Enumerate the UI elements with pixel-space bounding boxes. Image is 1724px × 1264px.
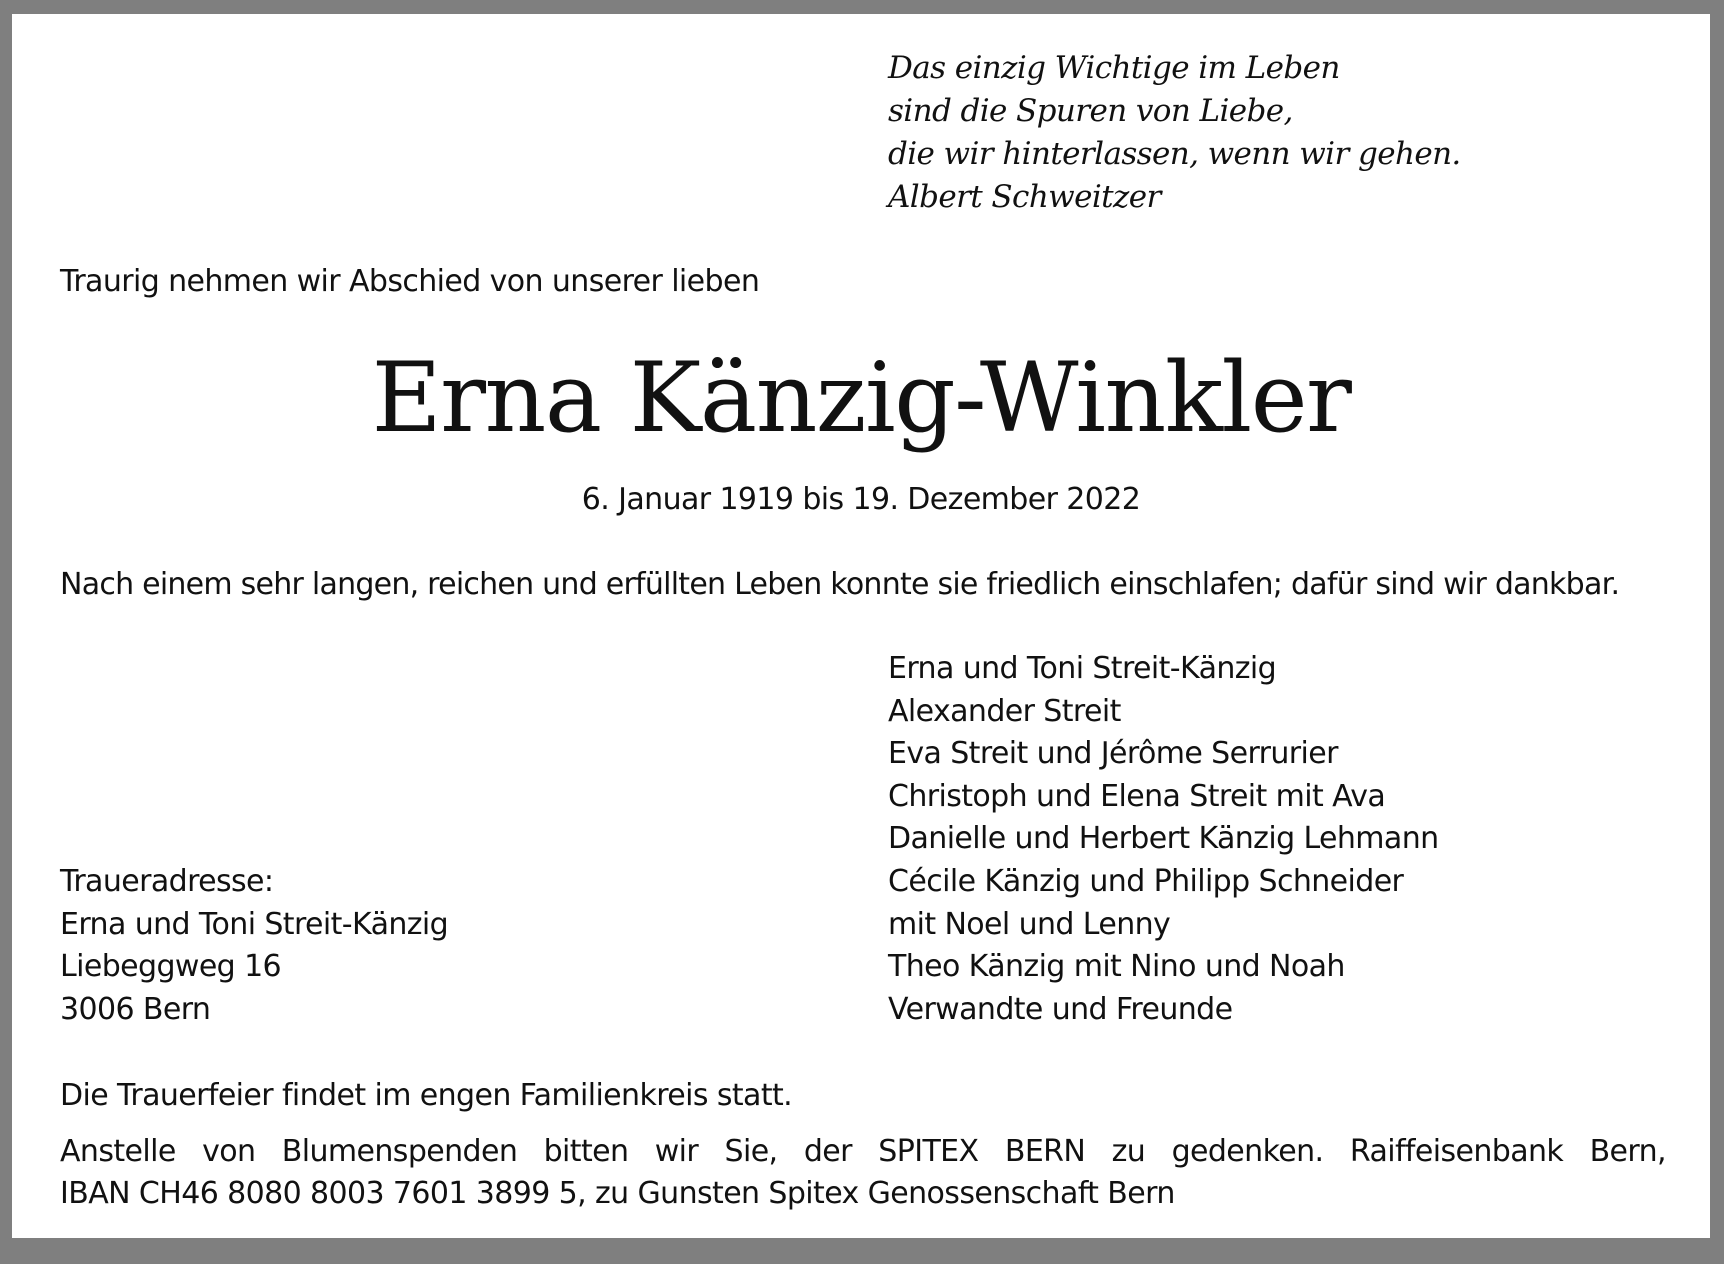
donation-word: wir <box>654 1134 699 1169</box>
donation-note <box>60 1131 1666 1215</box>
address-line: Liebeggweg 16 <box>60 949 282 985</box>
donation-word: Anstelle <box>60 1134 176 1169</box>
intro-text: Traurig nehmen wir Abschied von unserer lieben <box>60 264 760 299</box>
mourner-line: Verwandte und Freunde <box>888 991 1233 1027</box>
deceased-name: Erna Känzig-Winkler <box>371 342 1351 454</box>
mourner-line: Christoph und Elena Streit mit Ava <box>888 778 1386 814</box>
donation-line-2: IBAN CH46 8080 8003 7601 3899 5, zu Gunsten Spitex Genossenschaft Bern <box>60 1176 1175 1211</box>
obituary-page <box>12 14 1710 1238</box>
quote-block <box>888 47 1461 219</box>
ceremony-note: Die Trauerfeier findet im engen Familienkreis statt. <box>60 1078 793 1113</box>
mourner-line: Erna und Toni Streit-Känzig <box>888 651 1277 686</box>
mourner-line: Eva Streit und Jérôme Serrurier <box>888 736 1338 772</box>
mourner-line: Danielle und Herbert Känzig Lehmann <box>888 821 1439 857</box>
quote-author: Albert Schweitzer <box>888 179 1161 215</box>
donation-word: BERN <box>1004 1134 1086 1169</box>
donation-word: Raiffeisenbank <box>1349 1134 1564 1169</box>
mourner-line: Cécile Känzig und Philipp Schneider <box>888 863 1404 899</box>
donation-word: Blumenspenden <box>281 1134 518 1169</box>
donation-word: der <box>803 1134 852 1169</box>
quote-line: sind die Spuren von Liebe, <box>888 93 1293 129</box>
donation-word: gedenken. <box>1171 1134 1324 1169</box>
address-label: Traueradresse: <box>60 864 274 899</box>
life-dates: 6. Januar 1919 bis 19. Dezember 2022 <box>581 482 1141 517</box>
mourning-address <box>60 861 448 1031</box>
donation-word: Bern, <box>1589 1134 1666 1169</box>
donation-word: zu <box>1111 1134 1146 1169</box>
donation-line-1 <box>60 1131 1666 1173</box>
mourners-list <box>888 648 1439 1031</box>
mourner-line: Theo Känzig mit Nino und Noah <box>888 949 1345 985</box>
memorial-sentence: Nach einem sehr langen, reichen und erfüllten Leben konnte sie friedlich einschlafen; dafür sind wir dankbar. <box>60 567 1620 602</box>
donation-word: von <box>202 1134 256 1169</box>
mourner-line: Alexander Streit <box>888 693 1121 729</box>
donation-word: SPITEX <box>878 1134 979 1169</box>
quote-line: die wir hinterlassen, wenn wir gehen. <box>888 136 1461 172</box>
address-line: Erna und Toni Streit-Känzig <box>60 906 449 942</box>
donation-word: bitten <box>543 1134 629 1169</box>
donation-word: Sie, <box>724 1134 778 1169</box>
address-line: 3006 Bern <box>60 991 211 1027</box>
mourner-line: mit Noel und Lenny <box>888 906 1171 942</box>
quote-line: Das einzig Wichtige im Leben <box>888 50 1340 86</box>
